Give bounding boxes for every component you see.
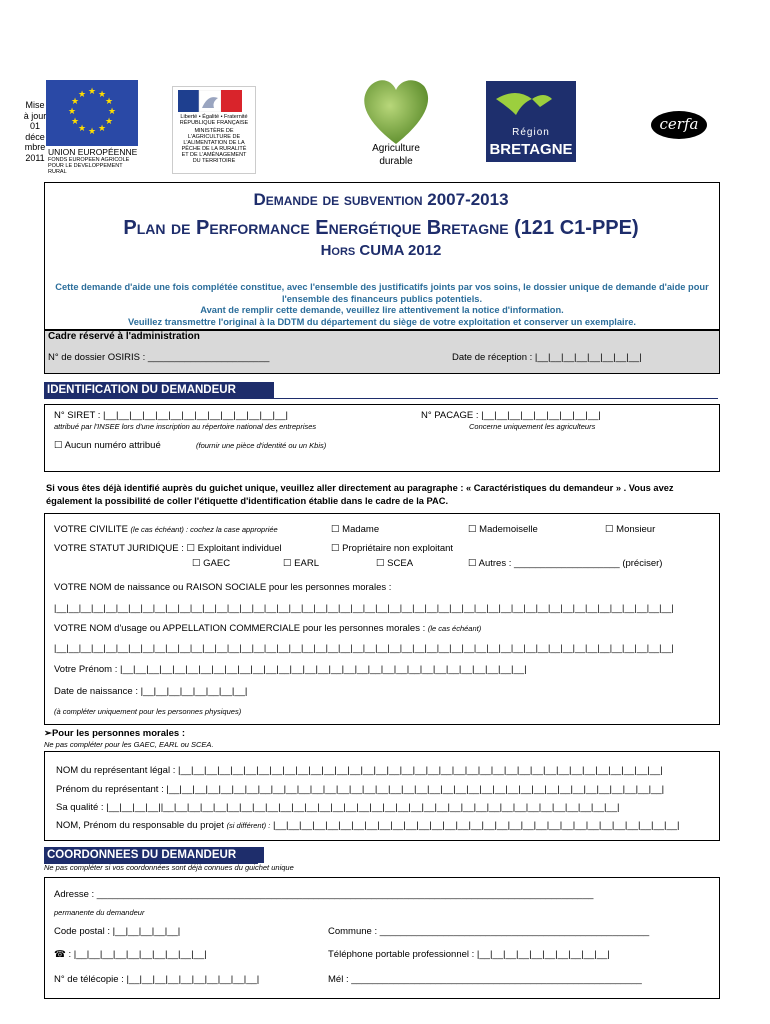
mel-field[interactable]: Mél : _______________________________________________________ (328, 974, 642, 985)
eu-flag-logo (46, 80, 138, 146)
responsable-boxes[interactable]: |__|__|__|__|__|__|__|__|__|__|__|__|__|__|__|__|__|__|__|__|__|__|__|__|__|__|__|__|__|__|__| (272, 820, 680, 831)
svg-text:★: ★ (97, 90, 107, 100)
exploitant-individuel-checkbox[interactable]: VOTRE STATUT JURIDIQUE : ☐ Exploitant individuel (54, 543, 282, 554)
intro-p2: Avant de remplir cette demande, veuillez lire attentivement la notice d'information. (200, 305, 564, 315)
svg-text:★: ★ (104, 117, 114, 127)
ministry-name: MINISTÈRE DE L'AGRICULTURE DE L'ALIMENTATION DE LA PÊCHE DE LA RURALITÉ ET DE L'AMÉNAGEMENT DU TERRITOIRE (181, 128, 247, 164)
representant-prenom-field[interactable]: Prénom du représentant : |__|__|__|__|__|__|__|__|__|__|__|__|__|__|__|__|__|__|__|__|__|__|__|__|__|__|__|__|__|__|__|__|__|__|__|__|__|__| (56, 784, 665, 795)
cerfa-logo (650, 110, 708, 140)
autres-field[interactable]: ☐ Autres : ____________________ (préciser) (468, 558, 663, 569)
eu-fund-label: FONDS EUROPEEN AGRICOLE POUR LE DEVELOPPEMENT RURAL (48, 157, 130, 175)
intro-text (50, 282, 714, 328)
nom-usage-field[interactable]: |__|__|__|__|__|__|__|__|__|__|__|__|__|__|__|__|__|__|__|__|__|__|__|__|__|__|__|__|__|__|__|__|__|__|__|__|__|__|__|__|__|__|__|__|__|__|__|__|__|__| (54, 643, 674, 653)
update-date: Mise à jour 01 déce mbre 2011 (23, 100, 47, 163)
no-number-note: (fournir une pièce d'identité ou un Kbis) (196, 441, 327, 450)
prenom-field[interactable]: Votre Prénom : |__|__|__|__|__|__|__|__|__|__|__|__|__|__|__|__|__|__|__|__|__|__|__|__|__|__|__|__|__|__|__| (54, 664, 527, 675)
admin-title: Cadre réservé à l'administration (48, 331, 200, 342)
svg-text:★: ★ (97, 124, 107, 134)
agriculture-durable-heart-logo (356, 74, 436, 146)
telecopie-field[interactable]: N° de télécopie : |__|__|__|__|__|__|__|__|__|__| (54, 974, 260, 985)
agriculture-durable-label: Agriculture durable (372, 143, 420, 167)
eu-label: UNION EUROPÉENNE (48, 147, 138, 157)
pacage-field[interactable]: N° PACAGE : |__|__|__|__|__|__|__|__|__| (421, 410, 601, 421)
telephone-field[interactable]: ☎ : |__|__|__|__|__|__|__|__|__|__| (54, 949, 207, 960)
ministry-label (178, 114, 250, 164)
madame-checkbox[interactable]: ☐ Madame (331, 524, 380, 535)
responsable-label: NOM, Prénom du responsable du projet (56, 820, 224, 831)
eu-caption (48, 148, 140, 175)
title-line-1: Demande de subvention 2007-2013 (253, 190, 509, 209)
adresse-field[interactable]: Adresse : ______________________________________________________________________________________________ (54, 889, 594, 900)
svg-text:★: ★ (70, 117, 80, 127)
rf-motto: Liberté • Égalité • Fraternité RÉPUBLIQUE FRANÇAISE (179, 114, 249, 126)
nom-naissance-label: VOTRE NOM de naissance ou RAISON SOCIALE pour les personnes morales : (54, 582, 392, 593)
civilite-note: (le cas échéant) : cochez la case appropriée (130, 525, 278, 534)
date-naissance-note: (à compléter uniquement pour les personnes physiques) (54, 707, 242, 716)
proprietaire-checkbox[interactable]: ☐ Propriétaire non exploitant (331, 543, 454, 554)
scea-checkbox[interactable]: ☐ SCEA (376, 558, 414, 569)
representant-nom-field[interactable]: NOM du représentant légal : |__|__|__|__|__|__|__|__|__|__|__|__|__|__|__|__|__|__|__|__|__|__|__|__|__|__|__|__|__|__|__|__|__|__|__|__|__| (56, 765, 663, 776)
svg-text:★: ★ (104, 97, 114, 107)
svg-text:★: ★ (77, 90, 87, 100)
intro-p1: Cette demande d'aide une fois complétée constitue, avec l'ensemble des justificatifs joints par vos soins, le dossier unique de demande d'aide pour l'ensemble des financeurs publics potentiels. (55, 282, 709, 304)
svg-text:★: ★ (67, 107, 77, 117)
no-number-checkbox[interactable]: ☐ Aucun numéro attribué (54, 440, 161, 451)
coordonnees-note: Ne pas compléter si vos coordonnées sont déjà connues du guichet unique (44, 863, 294, 872)
svg-text:★: ★ (87, 87, 97, 97)
nom-usage-note: (le cas échéant) (427, 624, 482, 633)
personnes-morales-title: ➢Pour les personnes morales : (44, 728, 186, 739)
guichet-notice: Si vous êtes déjà identifié auprès du guichet unique, veuillez aller directement au paragraphe : « Caractéristiques du demandeur » . Vous avez également la possibilité de coller l'étiquette d'identification établie dans le cadre de la PAC. (46, 483, 674, 506)
adresse-note: permanente du demandeur (54, 908, 145, 917)
svg-text:★: ★ (107, 107, 117, 117)
region-bretagne-logo (486, 81, 576, 162)
code-postal-field[interactable]: Code postal : |__|__|__|__|__| (54, 926, 181, 937)
svg-text:★: ★ (70, 97, 80, 107)
intro-p3: Veuillez transmettre l'original à la DDTM du département du siège de votre exploitation et conserver un exemplaire. (128, 316, 636, 327)
responsable-projet-field[interactable] (56, 820, 680, 831)
pacage-note: Concerne uniquement les agriculteurs (469, 422, 596, 431)
osiris-field[interactable]: N° de dossier OSIRIS : _______________________ (48, 352, 270, 363)
nom-usage-label (54, 623, 481, 634)
date-naissance-field[interactable]: Date de naissance : |__|__|__|__|__|__|__|__| (54, 686, 248, 697)
gaec-checkbox[interactable]: ☐ GAEC (192, 558, 231, 569)
title-line-2: Plan de Performance Energétique Bretagne (121 C1-PPE) (123, 217, 639, 239)
siret-note: attribué par l'INSEE lors d'une inscription au répertoire national des entreprises (54, 422, 317, 431)
section-divider (44, 398, 718, 399)
marianne-logo (178, 90, 242, 112)
region-label: Région (512, 127, 550, 138)
civilite-label (54, 524, 278, 535)
mademoiselle-checkbox[interactable]: ☐ Mademoiselle (468, 524, 538, 535)
section-coordonnees-heading: COORDONNEES DU DEMANDEUR (44, 847, 264, 863)
section-identification-heading: IDENTIFICATION DU DEMANDEUR (44, 382, 274, 398)
siret-field[interactable]: N° SIRET : |__|__|__|__|__|__|__|__|__|__|__|__|__|__| (54, 410, 288, 421)
nom-usage-title: VOTRE NOM d'usage ou APPELLATION COMMERCIALE pour les personnes morales : (54, 623, 426, 634)
responsable-note: (si différent) : (226, 821, 271, 830)
portable-field[interactable]: Téléphone portable professionnel : |__|__|__|__|__|__|__|__|__|__| (328, 949, 610, 960)
nom-naissance-field[interactable]: |__|__|__|__|__|__|__|__|__|__|__|__|__|__|__|__|__|__|__|__|__|__|__|__|__|__|__|__|__|__|__|__|__|__|__|__|__|__|__|__|__|__|__|__|__|__|__|__|__|__| (54, 603, 674, 613)
reception-date-field[interactable]: Date de réception : |__|__|__|__|__|__|__|__| (452, 352, 642, 363)
svg-text:★: ★ (77, 124, 87, 134)
commune-field[interactable]: Commune : ___________________________________________________ (328, 926, 650, 937)
monsieur-checkbox[interactable]: ☐ Monsieur (605, 524, 656, 535)
svg-text:★: ★ (87, 127, 97, 137)
cerfa-label: cerfa (659, 115, 699, 133)
title-line-3: Hors CUMA 2012 (320, 242, 442, 259)
qualite-field[interactable]: Sa qualité : |__|__|__|__||__|__|__|__|__|__|__|__|__|__|__|__|__|__|__|__|__|__|__|__|__|__|__|__|__|__|__|__|__|__|__|__|__|__|__| (56, 802, 620, 813)
earl-checkbox[interactable]: ☐ EARL (283, 558, 319, 569)
bretagne-label: BRETAGNE (489, 141, 573, 158)
personnes-morales-note: Ne pas compléter pour les GAEC, EARL ou SCEA. (44, 740, 214, 749)
civilite-title: VOTRE CIVILITE (54, 524, 128, 535)
